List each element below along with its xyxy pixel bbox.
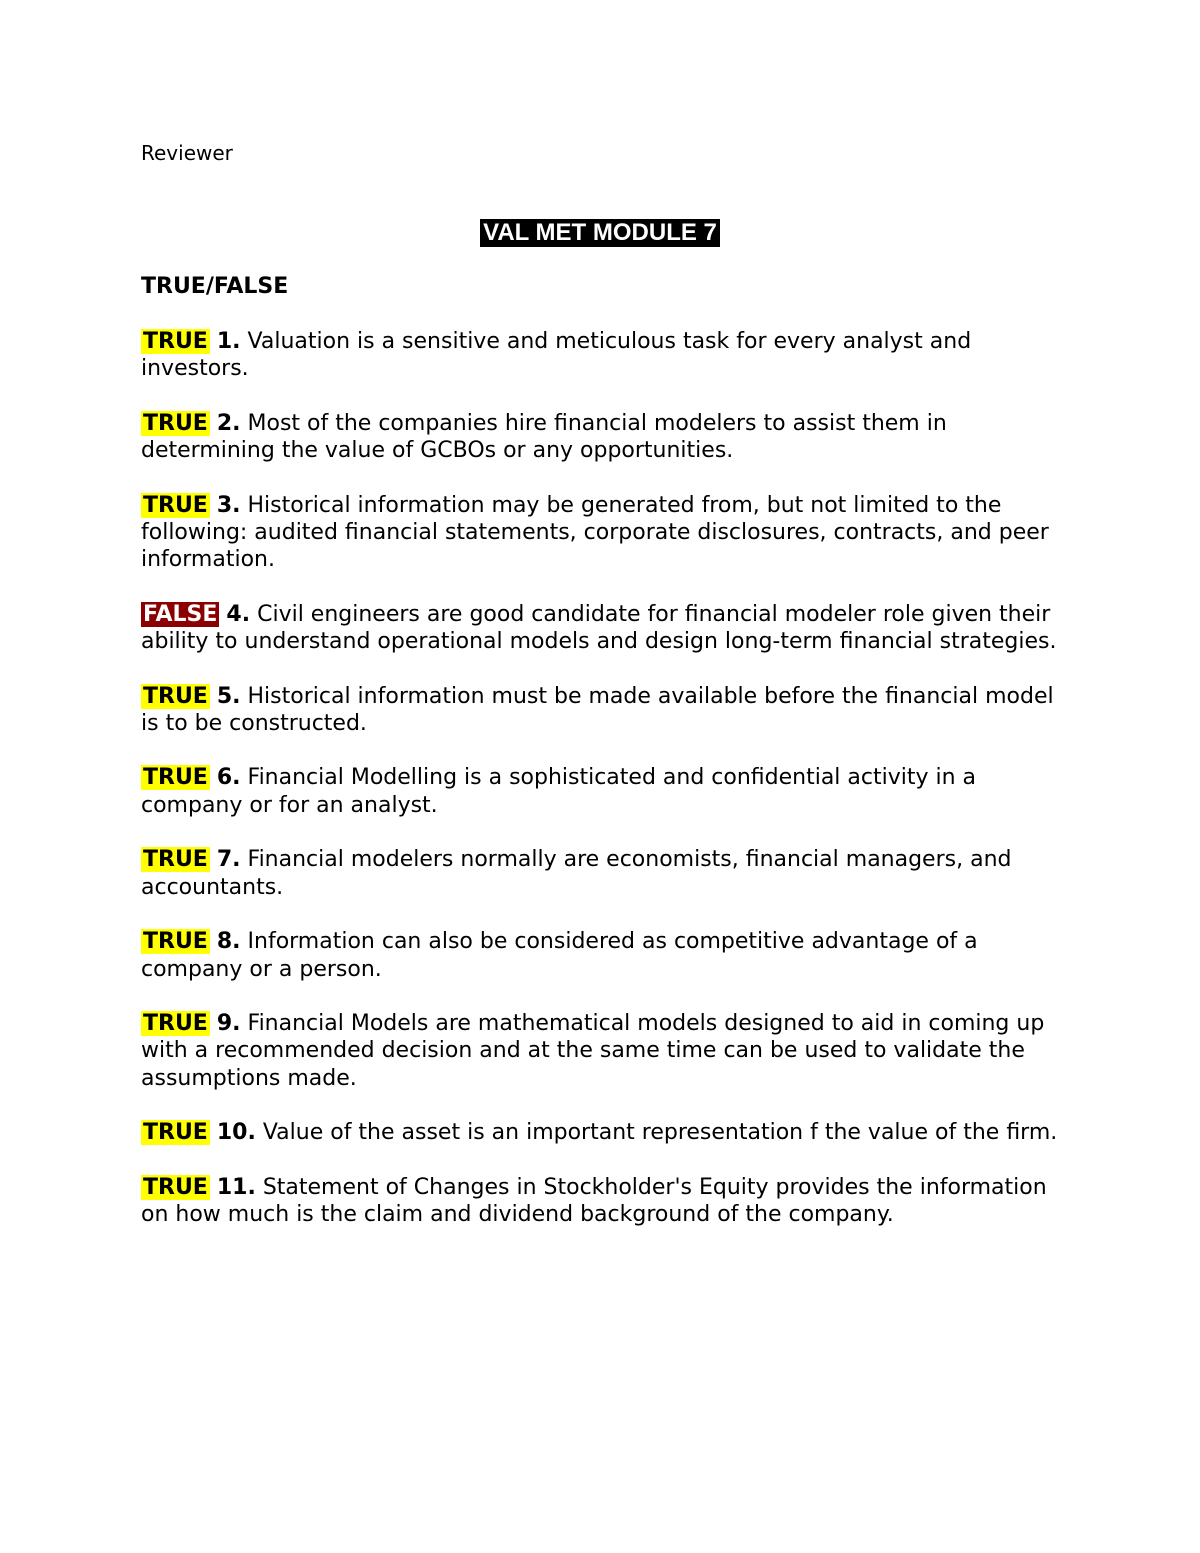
question-text: Valuation is a sensitive and meticulous task for every analyst and investors. bbox=[141, 329, 972, 382]
question-text: Historical information must be made available before the financial model is to be constructed. bbox=[141, 683, 1054, 737]
answer-badge: TRUE bbox=[143, 492, 208, 518]
header-label: Reviewer bbox=[141, 141, 233, 165]
question-text: Statement of Changes in Stockholder's Equity provides the information on how much is the claim and dividend background of the company. bbox=[141, 1174, 1047, 1227]
question-number: 8. bbox=[216, 929, 241, 955]
question-item bbox=[141, 928, 1071, 983]
question-item bbox=[141, 846, 1071, 901]
answer-badge: TRUE bbox=[143, 929, 208, 955]
answer-badge: TRUE bbox=[143, 765, 208, 791]
question-text: Most of the companies hire financial modelers to assist them in determining the value of GCBOs or any opportunities. bbox=[141, 410, 947, 464]
question-number: 3. bbox=[216, 492, 241, 518]
question-item bbox=[141, 328, 1071, 383]
question-item bbox=[141, 492, 1071, 574]
question-number: 6. bbox=[216, 765, 241, 791]
document-title: VAL MET MODULE 7 bbox=[480, 219, 720, 247]
question-list bbox=[141, 328, 1071, 1255]
question-item bbox=[141, 1174, 1071, 1229]
question-text: Information can also be considered as competitive advantage of a company or a person. bbox=[141, 929, 978, 982]
answer-badge: TRUE bbox=[143, 683, 208, 709]
question-item bbox=[141, 764, 1071, 819]
question-number: 9. bbox=[216, 1010, 241, 1036]
question-number: 5. bbox=[216, 683, 241, 709]
answer-badge: TRUE bbox=[143, 410, 208, 436]
question-number: 11. bbox=[216, 1174, 256, 1200]
question-item bbox=[141, 683, 1071, 738]
answer-badge: FALSE bbox=[143, 601, 218, 627]
question-text: Civil engineers are good candidate for financial modeler role given their ability to understand operational models and design long-term financial strategies. bbox=[141, 601, 1057, 655]
question-text: Financial Models are mathematical models designed to aid in coming up with a recommended decision and at the same time can be used to validate the assumptions made. bbox=[141, 1010, 1045, 1091]
question-text: Value of the asset is an important representation f the value of the firm. bbox=[262, 1120, 1058, 1146]
question-text: Financial Modelling is a sophisticated and confidential activity in a company or for an analyst. bbox=[141, 765, 977, 818]
question-number: 7. bbox=[216, 847, 241, 873]
answer-badge: TRUE bbox=[143, 1010, 208, 1036]
title-container bbox=[0, 219, 1200, 247]
question-number: 4. bbox=[226, 601, 251, 627]
question-text: Financial modelers normally are economists, financial managers, and accountants. bbox=[141, 847, 1012, 900]
question-number: 10. bbox=[216, 1120, 256, 1146]
answer-badge: TRUE bbox=[143, 1174, 208, 1200]
section-title: TRUE/FALSE bbox=[141, 274, 289, 299]
question-item bbox=[141, 1119, 1071, 1146]
answer-badge: TRUE bbox=[143, 1120, 208, 1146]
question-item bbox=[141, 410, 1071, 465]
answer-badge: TRUE bbox=[143, 329, 208, 354]
question-number: 1. bbox=[216, 329, 241, 354]
question-text: Historical information may be generated from, but not limited to the following: audited financial statements, corporate disclosures, contracts, and peer information. bbox=[141, 492, 1049, 573]
answer-badge: TRUE bbox=[143, 847, 208, 873]
question-item bbox=[141, 601, 1071, 656]
question-item bbox=[141, 1010, 1071, 1092]
question-number: 2. bbox=[216, 410, 241, 436]
